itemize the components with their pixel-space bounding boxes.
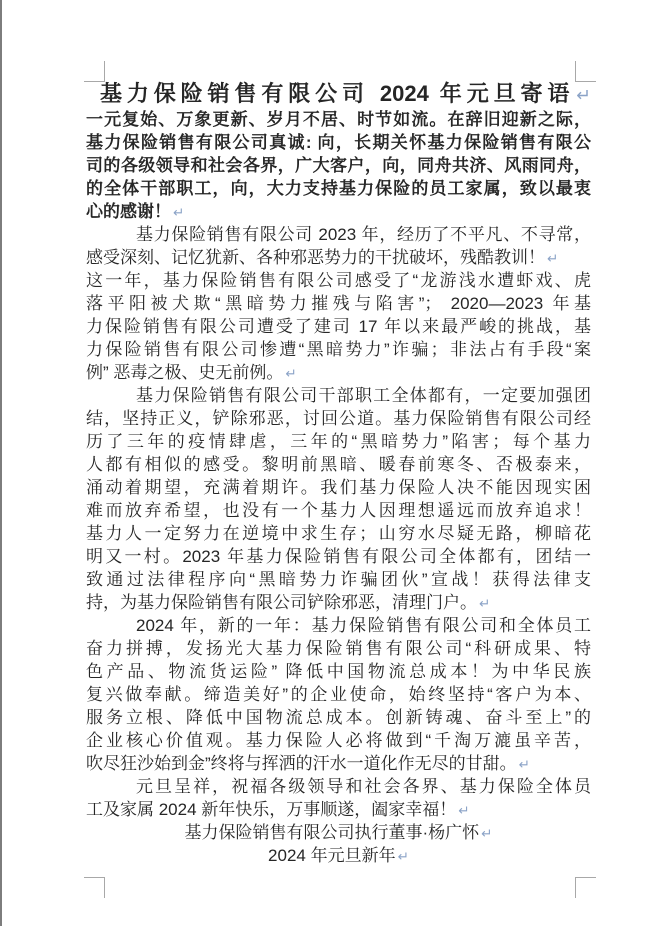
crop-mark-bottom-right [575, 877, 596, 898]
text-line[interactable]: 复兴做奉献。缔造美好”的企业使命，始终坚持“客户为本、 [86, 685, 591, 704]
document-title[interactable]: 基力保险销售有限公司 2024 年元旦寄语 ↵ [100, 81, 591, 106]
text-line[interactable]: 感受深刻、记忆犹新、各种邪恶势力的干扰破坏，残酷教训！ ↵ [86, 248, 559, 267]
text-line[interactable]: 基力人一定努力在逆境中求生存；山穷水尽疑无路，柳暗花 [86, 524, 591, 543]
text-line[interactable]: 心的感谢！ ↵ [86, 202, 185, 221]
text-line[interactable]: 例” 恶毒之极、史无前例。 ↵ [86, 363, 297, 382]
paragraph-mark-icon: ↵ [285, 366, 297, 381]
document-body[interactable] [86, 79, 591, 867]
text-line[interactable]: 涌动着期望，充满着期许。我们基力保险人决不能因现实困 [86, 478, 591, 497]
text-line[interactable]: 一元复始、万象更新、岁月不居、时节如流。在辞旧迎新之际， [86, 110, 591, 129]
text-line[interactable]: 企业核心价值观。基力保险人必将做到“千淘万漉虽辛苦， [86, 731, 591, 750]
text-line[interactable]: 明又一村。2023 年基力保险销售有限公司全体都有，团结一 [86, 547, 591, 566]
text-line[interactable]: 奋力拼搏，发扬光大基力保险销售有限公司“科研成果、特 [86, 639, 591, 658]
window-left-edge [0, 0, 2, 926]
text-line[interactable]: 色产品、物流货运险” 降低中国物流总成本！为中华民族 [86, 662, 591, 681]
text-line[interactable]: 工及家属 2024 新年快乐，万事顺遂，阖家幸福！ ↵ [86, 800, 470, 819]
text-line[interactable]: 落平阳被犬欺“黑暗势力摧残与陷害”； 2020—2023 年基 [86, 294, 591, 313]
text-line[interactable]: 力保险销售有限公司惨遭“黑暗势力”诈骗；非法占有手段“案 [86, 340, 591, 359]
text-line[interactable]: 基力保险销售有限公司真诚: 向，长期关怀基力保险销售有限公 [86, 133, 591, 152]
text-line[interactable]: 基力保险销售有限公司干部职工全体都有，一定要加强团 [136, 386, 591, 405]
paragraph-mark-icon: ↵ [576, 85, 591, 105]
text-line[interactable]: 元旦呈祥，祝福各级领导和社会各界、基力保险全体员 [136, 777, 591, 796]
text-line[interactable]: 难而放弃希望，也没有一个基力人因理想遥远而放弃追求！ [86, 501, 591, 520]
text-line[interactable]: 致通过法律程序向“黑暗势力诈骗团伙”宣战！获得法律支 [86, 570, 591, 589]
text-line[interactable]: 吹尽狂沙始到金”终将与挥洒的汗水一道化作无尽的甘甜。 ↵ [86, 754, 531, 773]
text-line[interactable]: 2024 年，新的一年：基力保险销售有限公司和全体员工 [136, 616, 591, 635]
text-line[interactable]: 人都有相似的感受。黎明前黑暗、暖春前寒冬、否极泰来， [86, 455, 591, 474]
paragraph-mark-icon: ↵ [397, 849, 409, 864]
paragraph-mark-icon: ↵ [547, 251, 559, 266]
paragraph-mark-icon: ↵ [458, 803, 470, 818]
text-line[interactable]: 的全体干部职工，向，大力支持基力保险的员工家属，致以最衷 [86, 179, 591, 198]
text-line[interactable]: 持，为基力保险销售有限公司铲除邪恶，清理门户。 ↵ [86, 593, 491, 612]
text-line[interactable]: 司的各级领导和社会各界，广大客户，向，同舟共济、风雨同舟， [86, 156, 591, 175]
paragraph-mark-icon: ↵ [173, 205, 185, 220]
paragraph-mark-icon: ↵ [481, 826, 493, 841]
text-line[interactable]: 基力保险销售有限公司执行董事·杨广怀 ↵ [184, 823, 493, 842]
crop-mark-bottom-left [84, 877, 105, 898]
paragraph-mark-icon: ↵ [518, 757, 531, 772]
paragraph-mark-icon: ↵ [479, 596, 491, 611]
text-line[interactable]: 这一年，基力保险销售有限公司感受了“龙游浅水遭虾戏、虎 [86, 271, 591, 290]
text-line[interactable]: 力保险销售有限公司遭受了建司 17 年以来最严峻的挑战，基 [86, 317, 591, 336]
text-line[interactable]: 服务立根、降低中国物流总成本。创新铸魂、奋斗至上”的 [86, 708, 591, 727]
text-line[interactable]: 2024 年元旦新年 ↵ [268, 846, 409, 865]
text-line[interactable]: 历了三年的疫情肆虐，三年的“黑暗势力”陷害；每个基力 [86, 432, 591, 451]
text-line[interactable]: 基力保险销售有限公司 2023 年，经历了不平凡、不寻常， [136, 225, 591, 244]
text-line[interactable]: 结，坚持正义，铲除邪恶，讨回公道。基力保险销售有限公司经 [86, 409, 591, 428]
